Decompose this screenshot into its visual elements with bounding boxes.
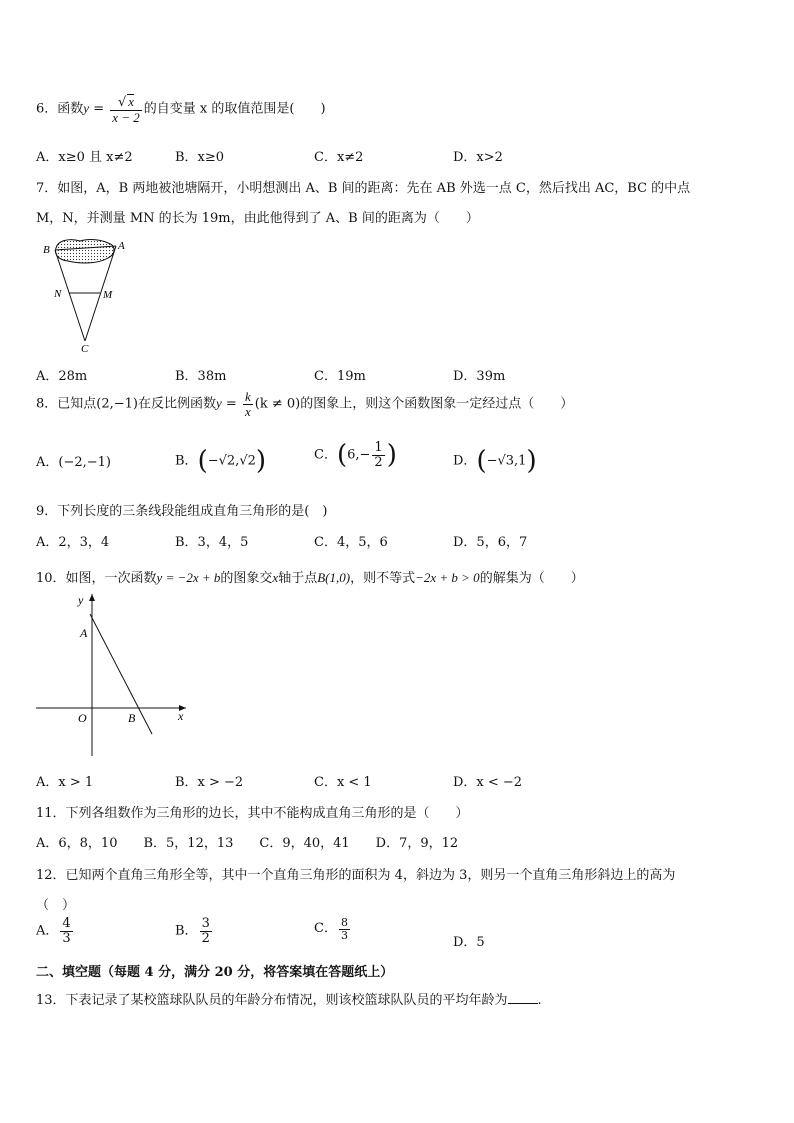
label-y: y: [78, 593, 84, 607]
q10-mid: 的图象交: [220, 571, 273, 586]
q10-function: y = −2x + b: [156, 570, 221, 585]
q7-option-b: B．38m: [175, 369, 227, 384]
q13-answer-blank[interactable]: [508, 993, 538, 1004]
q6-prefix: 6．函数: [36, 101, 84, 117]
q8-mid: 在反比例函数: [138, 396, 217, 412]
q8-opt-c-den: 2: [374, 454, 383, 470]
q6-option-b: B．x≥0: [175, 150, 225, 165]
q8-opt-d-label: D．: [453, 453, 477, 469]
q10-prefix: 10．如图，一次函数: [36, 571, 157, 586]
q8-eq: =: [221, 396, 241, 412]
q8-opt-a-value: (−2,−1): [58, 455, 111, 470]
q8-opt-d-value: −√3,1: [486, 453, 527, 469]
q8-option-d: D．(−√3,1): [453, 446, 537, 476]
q8-opt-c-value: 6,−: [347, 447, 371, 463]
q8-opt-b-label: B．: [175, 453, 198, 469]
q10-option-c: C．x < 1: [314, 775, 372, 790]
q12-opt-a-label: A．: [36, 923, 59, 939]
q10-mid3: ，则不等式: [350, 571, 416, 586]
q12-line1: 12．已知两个直角三角形全等，其中一个直角三角形的面积为 4，斜边为 3，则另一个直角三角形斜边上的高为: [36, 868, 676, 883]
q9-option-a: A．2，3，4: [36, 535, 110, 550]
q12-opt-c-fraction: [339, 917, 350, 941]
q11-options: A．6，8，10 B．5，12，13 C．9，40，41 D．7，9，12: [36, 836, 459, 851]
q12-opt-a-num: 4: [62, 916, 71, 931]
q8-x: x: [244, 403, 251, 419]
q6-numerator: x: [128, 94, 135, 109]
q13-end: .: [537, 993, 542, 1008]
q8-option-a: [36, 451, 111, 470]
q7-option-d: D．39m: [453, 369, 506, 384]
q12-opt-c-label: C．: [314, 921, 337, 937]
q12-opt-a-den: 3: [62, 930, 71, 946]
label-x: x: [178, 709, 184, 723]
function-line: [90, 614, 152, 734]
q8-opt-b-value1: −√2: [207, 453, 236, 469]
q8-y: y: [216, 395, 222, 411]
q8-option-b: B．(−√2,√2): [175, 446, 267, 476]
q8-opt-b-value2: √2: [239, 453, 256, 469]
q7-triangle-figure: [36, 234, 136, 354]
q6-option-a: A．x≥0 且 x≠2: [36, 150, 133, 165]
q10-mid2: 轴于点: [278, 571, 318, 586]
section-2-title: 二、填空题（每题 4 分，满分 20 分，将答案填在答题纸上）: [36, 965, 394, 980]
q8-prefix: 8．已知点: [36, 396, 97, 412]
q8-k: k: [244, 389, 251, 404]
label-m: M: [103, 289, 113, 301]
q6-fraction: $\frac{√ x}{x - 2}$: [112, 94, 140, 125]
q9-option-c: C．4，5，6: [314, 535, 388, 550]
q8-condition: (k ≠ 0): [254, 396, 301, 412]
q8-point: (2,−1): [96, 396, 138, 412]
q7-line2: M，N，并测量 MN 的长为 19m，由此他得到了 A、B 间的距离为（ ）: [36, 211, 479, 226]
q10-suffix: 的解集为（ ）: [479, 571, 584, 586]
q12-opt-c-num: 8: [340, 916, 348, 929]
q6-y: y: [83, 100, 90, 116]
question-10: [36, 567, 584, 586]
label-b: B: [128, 711, 136, 725]
label-n: N: [54, 288, 62, 300]
q8-fraction: [243, 390, 253, 418]
q12-opt-a-fraction: [60, 917, 72, 945]
question-13: [36, 989, 542, 1008]
label-c: C: [81, 343, 89, 354]
q8-opt-a-label: A．: [36, 455, 59, 470]
q12-option-c: [314, 917, 352, 941]
q7-line1: 7．如图，A，B 两地被池塘隔开，小明想测出 A、B 间的距离：先在 AB 外选一点 C，然后找出 AC，BC 的中点: [36, 181, 691, 196]
q11-text: 11．下列各组数作为三角形的边长，其中不能构成直角三角形的是（ ）: [36, 806, 469, 821]
q12-line2: （ ）: [36, 898, 76, 913]
q10-point: B(1,0): [317, 570, 351, 585]
q10-option-b: B．x > −2: [175, 775, 244, 790]
q9-option-b: B．3，4，5: [175, 535, 249, 550]
label-o: O: [78, 711, 87, 725]
q12-opt-b-label: B．: [175, 923, 198, 939]
q6-suffix: 的自变量 x 的取值范围是( ): [143, 101, 326, 117]
q8-suffix: 的图象上，则这个函数图象一定经过点（ ）: [300, 396, 574, 412]
q10-inequality: −2x + b > 0: [415, 570, 480, 585]
label-a: A: [118, 240, 125, 252]
q6-option-d: D．x>2: [453, 150, 503, 165]
q10-option-d: D．x < −2: [453, 775, 523, 790]
q8-opt-c-label: C．: [314, 447, 337, 463]
q8-opt-c-num: 1: [374, 439, 383, 455]
question-8: [36, 390, 573, 418]
y-axis-arrow: [89, 594, 95, 601]
q12-opt-b-den: 2: [201, 930, 210, 946]
q7-option-a: A．28m: [36, 369, 88, 384]
q8-option-c: C．(6,− $\frac{1}{2}$ ): [314, 439, 397, 470]
q12-opt-b-fraction: [200, 917, 212, 945]
q9-text: 9．下列长度的三条线段能组成直角三角形的是( ): [36, 504, 328, 519]
q13-text: 13．下表记录了某校篮球队队员的年龄分布情况，则该校篮球队队员的平均年龄为: [36, 993, 508, 1008]
q12-opt-c-den: 3: [340, 928, 348, 942]
q8-opt-c-fraction: [372, 441, 384, 469]
q6-eq: =: [89, 101, 109, 117]
q12-option-a: [36, 917, 75, 945]
q10-graph-figure: [36, 590, 196, 760]
q10-option-a: A．x > 1: [36, 775, 94, 790]
pond-shape: [56, 240, 115, 263]
q10-axis: x: [272, 570, 279, 585]
label-b: B: [43, 244, 50, 256]
q6-option-c: C．x≠2: [314, 150, 364, 165]
q12-opt-b-num: 3: [201, 916, 210, 931]
question-6: [36, 94, 326, 124]
q7-option-c: C．19m: [314, 369, 366, 384]
q9-option-d: D．5，6，7: [453, 535, 528, 550]
q12-option-d: D．5: [453, 935, 485, 950]
label-a: A: [80, 626, 88, 640]
q12-option-b: [175, 917, 214, 945]
q6-denominator: x − 2: [112, 109, 140, 125]
